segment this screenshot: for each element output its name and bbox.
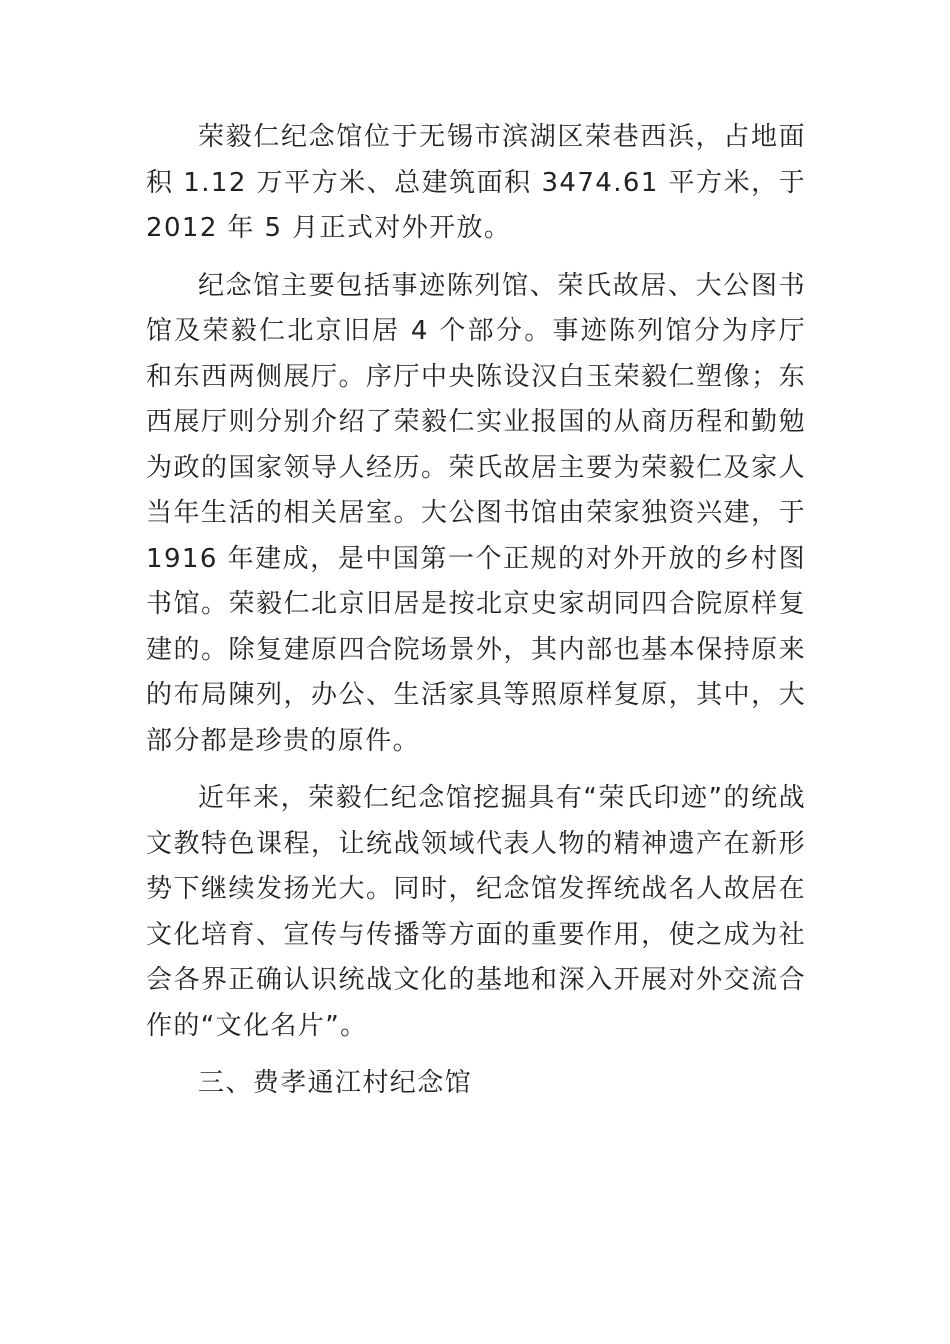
paragraph-components: 纪念馆主要包括事迹陈列馆、荣氏故居、大公图书馆及荣毅仁北京旧居 4 个部分。事迹陈列馆分为序厅和东西两侧展厅。序厅中央陈设汉白玉荣毅仁塑像；东西展厅则分别介绍了荣毅仁实业报国的从商历程和勤勉为政的国家领导人经历。荣氏故居主要为荣毅仁及家人当年生活的相关居室。大公图书馆由荣家独资兴建，于 1916 年建成，是中国第一个正规的对外开放的乡村图书馆。荣毅仁北京旧居是按北京史家胡同四合院原样复建的。除复建原四合院场景外，其内部也基本保持原来的布局陳列，办公、生活家具等照原样复原，其中，大部分都是珍贵的原件。 xyxy=(146,270,806,756)
paragraph-intro: 荣毅仁纪念馆位于无锡市滨湖区荣巷西浜，占地面积 1.12 万平方米、总建筑面积 3474.61 平方米，于 2012 年 5 月正式对外开放。 xyxy=(146,122,806,243)
document-body xyxy=(146,115,806,1119)
paragraph-recent: 近年来，荣毅仁纪念馆挖掘具有“荣氏印迹”的统战文教特色课程，让统战领域代表人物的精神遗产在新形势下继续发扬光大。同时，纪念馆发挥统战名人故居在文化培育、宣传与传播等方面的重要作用，使之成为社会各界正确认识统战文化的基地和深入开展对外交流合作的“文化名片”。 xyxy=(146,783,806,1041)
section-heading: 三、费孝通江村纪念馆 xyxy=(198,1068,473,1098)
